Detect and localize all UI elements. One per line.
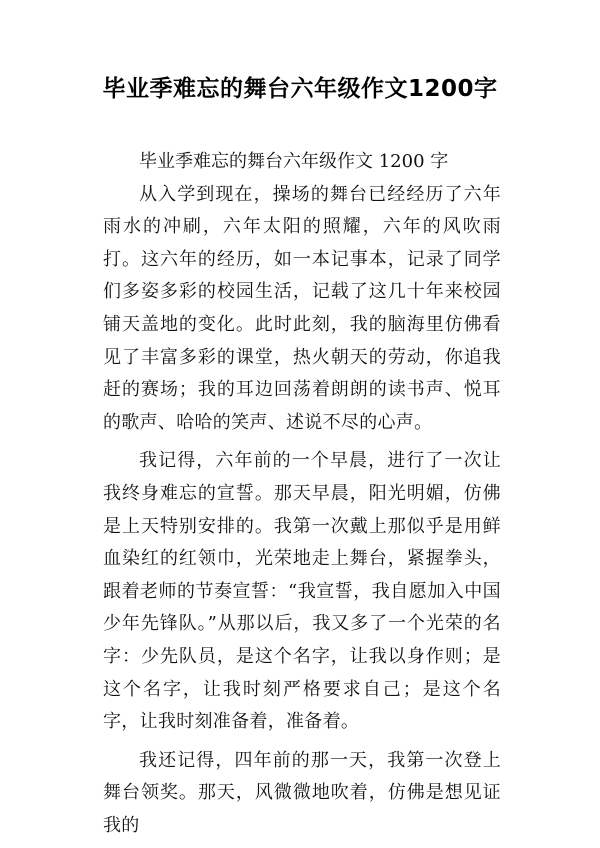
- document-body: [103, 146, 501, 842]
- paragraph-3: 我还记得，四年前的那一天，我第一次登上舞台领奖。那天，风微微地吹着，仿佛是想见证我的: [103, 749, 501, 836]
- paragraph-1: 从入学到现在，操场的舞台已经经历了六年雨水的冲刷，六年太阳的照耀，六年的风吹雨打。这六年的经历，如一本记事本，记录了同学们多姿多彩的校园生活，记载了这几十年来校园铺天盖地的变化。此时此刻，我的脑海里仿佛看见了丰富多彩的课堂，热火朝天的劳动，你追我赶的赛场；我的耳边回荡着朗朗的读书声、悦耳的歌声、哈哈的笑声、述说不尽的心声。: [103, 183, 501, 433]
- paragraph-2: 我记得，六年前的一个早晨，进行了一次让我终身难忘的宣誓。那天早晨，阳光明媚，仿佛是上天特别安排的。我第一次戴上那似乎是用鲜血染红的红领巾，光荣地走上舞台，紧握拳头，跟着老师的节奏宣誓：“我宣誓，我自愿加入中国少年先锋队。”从那以后，我又多了一个光荣的名字：少先队员，是这个名字，让我以身作则；是这个名字，让我时刻严格要求自己；是这个名字，让我时刻准备着，准备着。: [103, 450, 501, 733]
- document-subtitle: 毕业季难忘的舞台六年级作文 1200 字: [139, 151, 449, 172]
- document-title: 毕业季难忘的舞台六年级作文1200字: [102, 76, 498, 102]
